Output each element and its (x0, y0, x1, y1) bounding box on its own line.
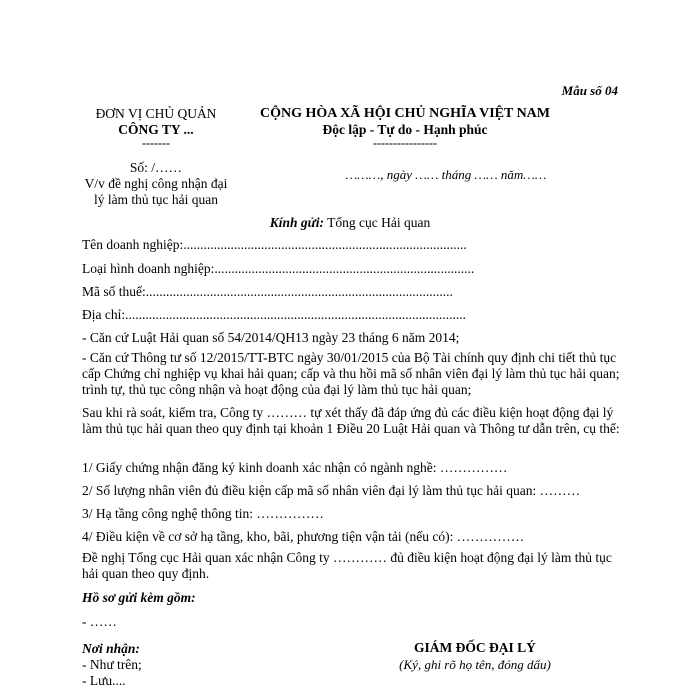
field-business-type: Loại hình doanh nghiệp:............................................................................. (82, 261, 475, 276)
field-company-name: Tên doanh nghiệp:.................................................................................... (82, 237, 467, 252)
recipients-label: Nơi nhận: (82, 641, 140, 656)
company-name: CÔNG TY ... (118, 122, 194, 137)
item-staff-count: 2/ Số lượng nhân viên đủ điều kiện cấp mã số nhân viên đại lý làm thủ tục hải quan: ……… (82, 483, 581, 498)
salutation (250, 215, 450, 231)
right-divider: ---------------- (373, 136, 437, 150)
item-facilities: 4/ Điều kiện về cơ sở hạ tầng, kho, bãi, phương tiện vận tải (nếu có): …………… (82, 529, 525, 544)
recipient-2: - Lưu.... (82, 673, 126, 688)
salutation-label: Kính gửi: (269, 215, 324, 230)
legal-basis-law: - Căn cứ Luật Hải quan số 54/2014/QH13 ngày 23 tháng 6 năm 2014; (82, 330, 460, 345)
document-number: Số: /…… (129, 160, 183, 175)
form-number: Mẫu số 04 (561, 83, 618, 98)
date-line: ………, ngày …… tháng …… năm…… (345, 167, 547, 182)
signer-title: GIÁM ĐỐC ĐẠI LÝ (414, 640, 536, 655)
field-tax-code: Mã số thuế:........................................................................................... (82, 284, 453, 299)
item-it-infrastructure: 3/ Hạ tầng công nghệ thông tin: …………… (82, 506, 324, 521)
review-paragraph: Sau khi rà soát, kiểm tra, Công ty ……… tự xét thấy đã đáp ứng đủ các điều kiện hoạt động đại lý làm thủ tục hải quan theo quy định tại khoản 1 Điều 20 Luật Hải quan và Thông tư dẫn trên, cụ thể: (82, 405, 620, 436)
recipient-1: - Như trên; (82, 657, 142, 672)
attachments-label: Hồ sơ gửi kèm gồm: (82, 590, 196, 605)
salutation-recipient: Tổng cục Hải quan (327, 215, 431, 230)
request-paragraph: Đề nghị Tổng cục Hải quan xác nhận Công ty ………… đủ điều kiện hoạt động đại lý làm thủ tục hải quan theo quy định. (82, 550, 612, 581)
signer-note: (Ký, ghi rõ họ tên, đóng dấu) (399, 657, 551, 672)
field-address: Địa chỉ:..................................................................................................... (82, 307, 466, 322)
org-unit: ĐƠN VỊ CHỦ QUẢN (95, 106, 217, 121)
national-motto: Độc lập - Tự do - Hạnh phúc (322, 122, 488, 137)
left-divider: ------- (142, 136, 170, 150)
attachments-item: - …… (82, 614, 117, 629)
subject-line-1: V/v đề nghị công nhận đại (84, 176, 228, 191)
item-business-license: 1/ Giấy chứng nhận đăng ký kinh doanh xác nhận có ngành nghề: …………… (82, 460, 508, 475)
subject-line-2: lý làm thủ tục hải quan (93, 192, 219, 207)
legal-basis-circular: - Căn cứ Thông tư số 12/2015/TT-BTC ngày 30/01/2015 của Bộ Tài chính quy định chi tiết thủ tục cấp Chứng chỉ nghiệp vụ khai hải quan; cấp và thu hồi mã số nhân viên đại lý làm thủ tục hải quan; trình tự, thủ tục công nhận và hoạt động của đại lý làm thủ tục hải quan; (82, 350, 620, 397)
national-title: CỘNG HÒA XÃ HỘI CHỦ NGHĨA VIỆT NAM (259, 106, 550, 121)
